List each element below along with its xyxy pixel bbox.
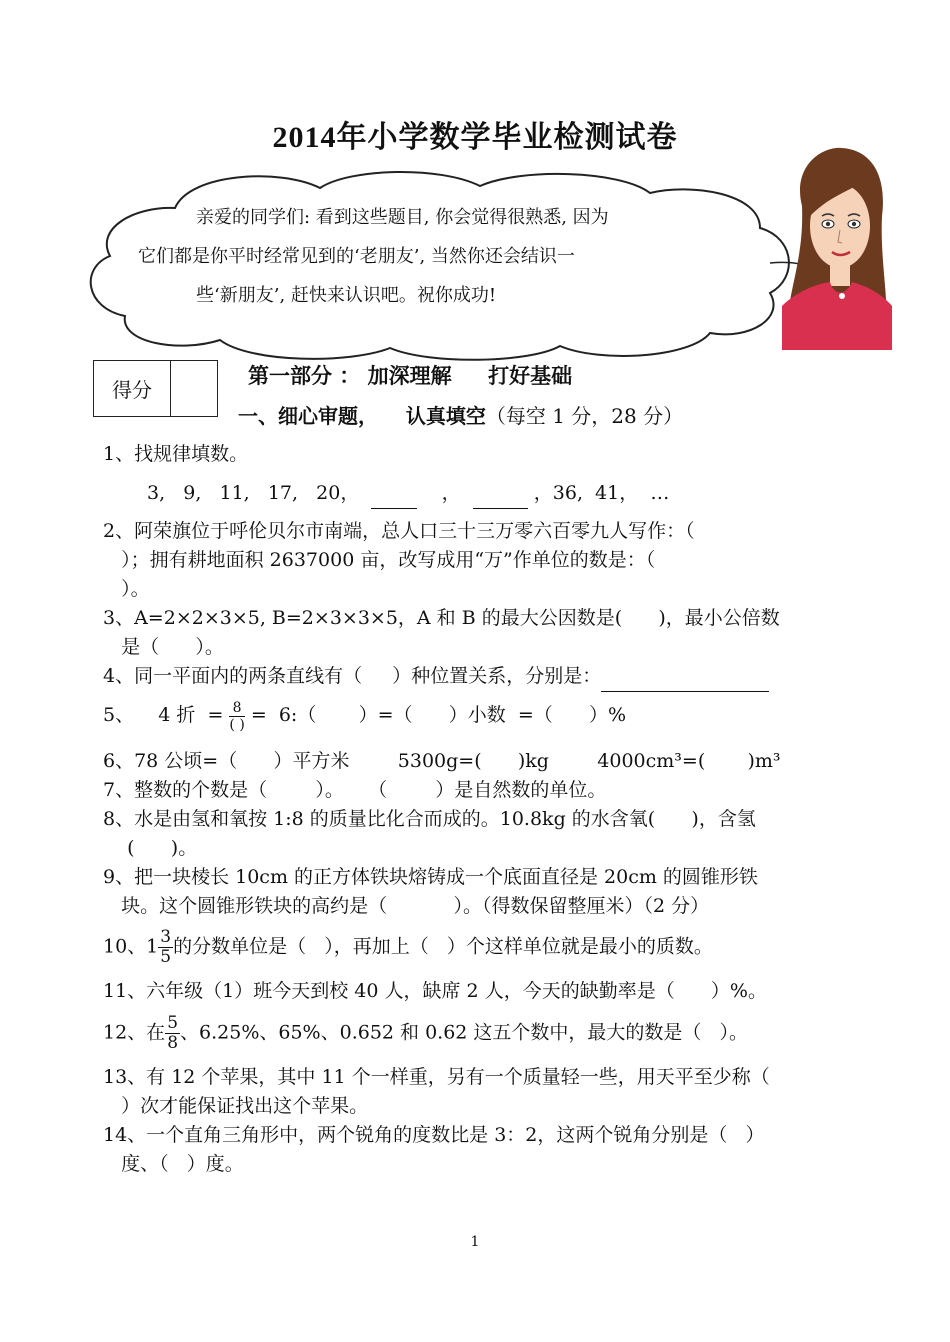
question-2-line-1: 2、阿荣旗位于呼伦贝尔市南端，总人口三十三万零六百零九人写作：（ (103, 520, 695, 542)
question-8-line-1: 8、水是由氢和氧按 1:8 的质量比化合而成的。10.8kg 的水含氧( )，含氢 (103, 808, 756, 830)
intro-line-2: 它们都是你平时经常见到的‘老朋友’, 当然你还会结识一 (138, 246, 575, 267)
question-1: 1、找规律填数。 (103, 443, 249, 465)
section-title-text: 一、细心审题， 认真填空 (238, 404, 486, 428)
question-6: 6、78 公顷=（ ）平方米 5300g=( )kg 4000cm³=( )m³ (103, 750, 781, 772)
fraction (229, 701, 244, 732)
intro-line-1: 亲爱的同学们: 看到这些题目, 你会觉得很熟悉, 因为 (196, 207, 609, 228)
teacher-portrait-illustration (782, 146, 892, 350)
score-box (93, 360, 218, 417)
question-12 (103, 1015, 748, 1052)
fraction (165, 1015, 180, 1052)
part-one-title: 第一部分 ： 加深理解 打好基础 (248, 363, 573, 388)
fraction-denominator: 8 (167, 1033, 179, 1053)
question-3-line-1: 3、A=2×2×3×5, B=2×3×3×5，A 和 B 的最大公因数是( )，最小公倍数 (103, 607, 780, 629)
question-9-line-1: 9、把一块棱长 10cm 的正方体铁块熔铸成一个底面直径是 20cm 的圆锥形铁 (103, 866, 758, 888)
fraction-denominator: 5 (160, 947, 172, 967)
question-9-line-2: 块。这个圆锥形铁块的高约是（ ）。（得数保留整厘米）（2 分） (103, 895, 710, 917)
answer-blank[interactable] (601, 661, 769, 692)
question-11: 11、六年级（1）班今天到校 40 人，缺席 2 人，今天的缺勤率是（ ）%。 (103, 980, 767, 1002)
question-2-line-3: ）。 (103, 578, 150, 600)
question-10-prefix: 10、1 (103, 935, 159, 958)
fraction-denominator: ( ) (229, 716, 245, 733)
sequence-part-1: 3, 9, 11, 17, 20， (147, 482, 360, 504)
question-14-line-2: 度、（ ）度。 (103, 1153, 244, 1175)
question-13-line-1: 13、有 12 个苹果，其中 11 个一样重，另有一个质量轻一些，用天平至少称（ (103, 1066, 770, 1088)
question-13-line-2: ）次才能保证找出这个苹果。 (103, 1095, 369, 1117)
fraction (158, 929, 173, 966)
page-number: 1 (470, 1234, 480, 1250)
question-5 (103, 700, 626, 732)
section-note: （每空 1 分，28 分） (485, 404, 684, 428)
answer-blank[interactable] (371, 478, 417, 509)
sequence-part-3: ，36, 41， … (533, 482, 670, 504)
page-title: 2014年小学数学毕业检测试卷 (272, 121, 678, 154)
fraction-numerator: 8 (229, 701, 244, 717)
question-4-text: 4、同一平面内的两条直线有（ ）种位置关系，分别是： (103, 665, 602, 687)
section-one-title (238, 400, 683, 429)
question-4 (103, 661, 769, 692)
sequence-part-2: ， (441, 482, 461, 504)
question-10-suffix: 的分数单位是（ ），再加上（ ）个这样单位就是最小的质数。 (173, 935, 713, 958)
answer-blank[interactable] (473, 478, 528, 509)
fraction-numerator: 5 (167, 1013, 179, 1033)
question-8-line-2: ( )。 (103, 837, 198, 859)
question-7: 7、整数的个数是（ ）。 （ ）是自然数的单位。 (103, 779, 607, 801)
question-12-suffix: 、6.25%、65%、0.652 和 0.62 这五个数中，最大的数是（ ）。 (180, 1021, 749, 1044)
question-1-sequence (147, 478, 669, 509)
intro-line-3: 些‘新朋友’, 赶快来认识吧。祝你成功! (196, 285, 497, 306)
fraction-numerator: 3 (160, 927, 172, 947)
question-14-line-1: 14、一个直角三角形中，两个锐角的度数比是 3：2，这两个锐角分别是（ ） (103, 1124, 765, 1146)
question-2-line-2: ）；拥有耕地面积 2637000 亩，改写成用“万”作单位的数是：（ (103, 549, 656, 571)
score-label: 得分 (94, 361, 171, 416)
question-5-suffix: = 6:（ ）=（ ）小数 =（ ）% (244, 704, 627, 726)
question-3-line-2: 是（ ）。 (103, 636, 224, 658)
question-12-prefix: 12、在 (103, 1021, 166, 1044)
question-5-prefix: 5、 4 折 = (103, 704, 230, 726)
question-10 (103, 929, 713, 966)
